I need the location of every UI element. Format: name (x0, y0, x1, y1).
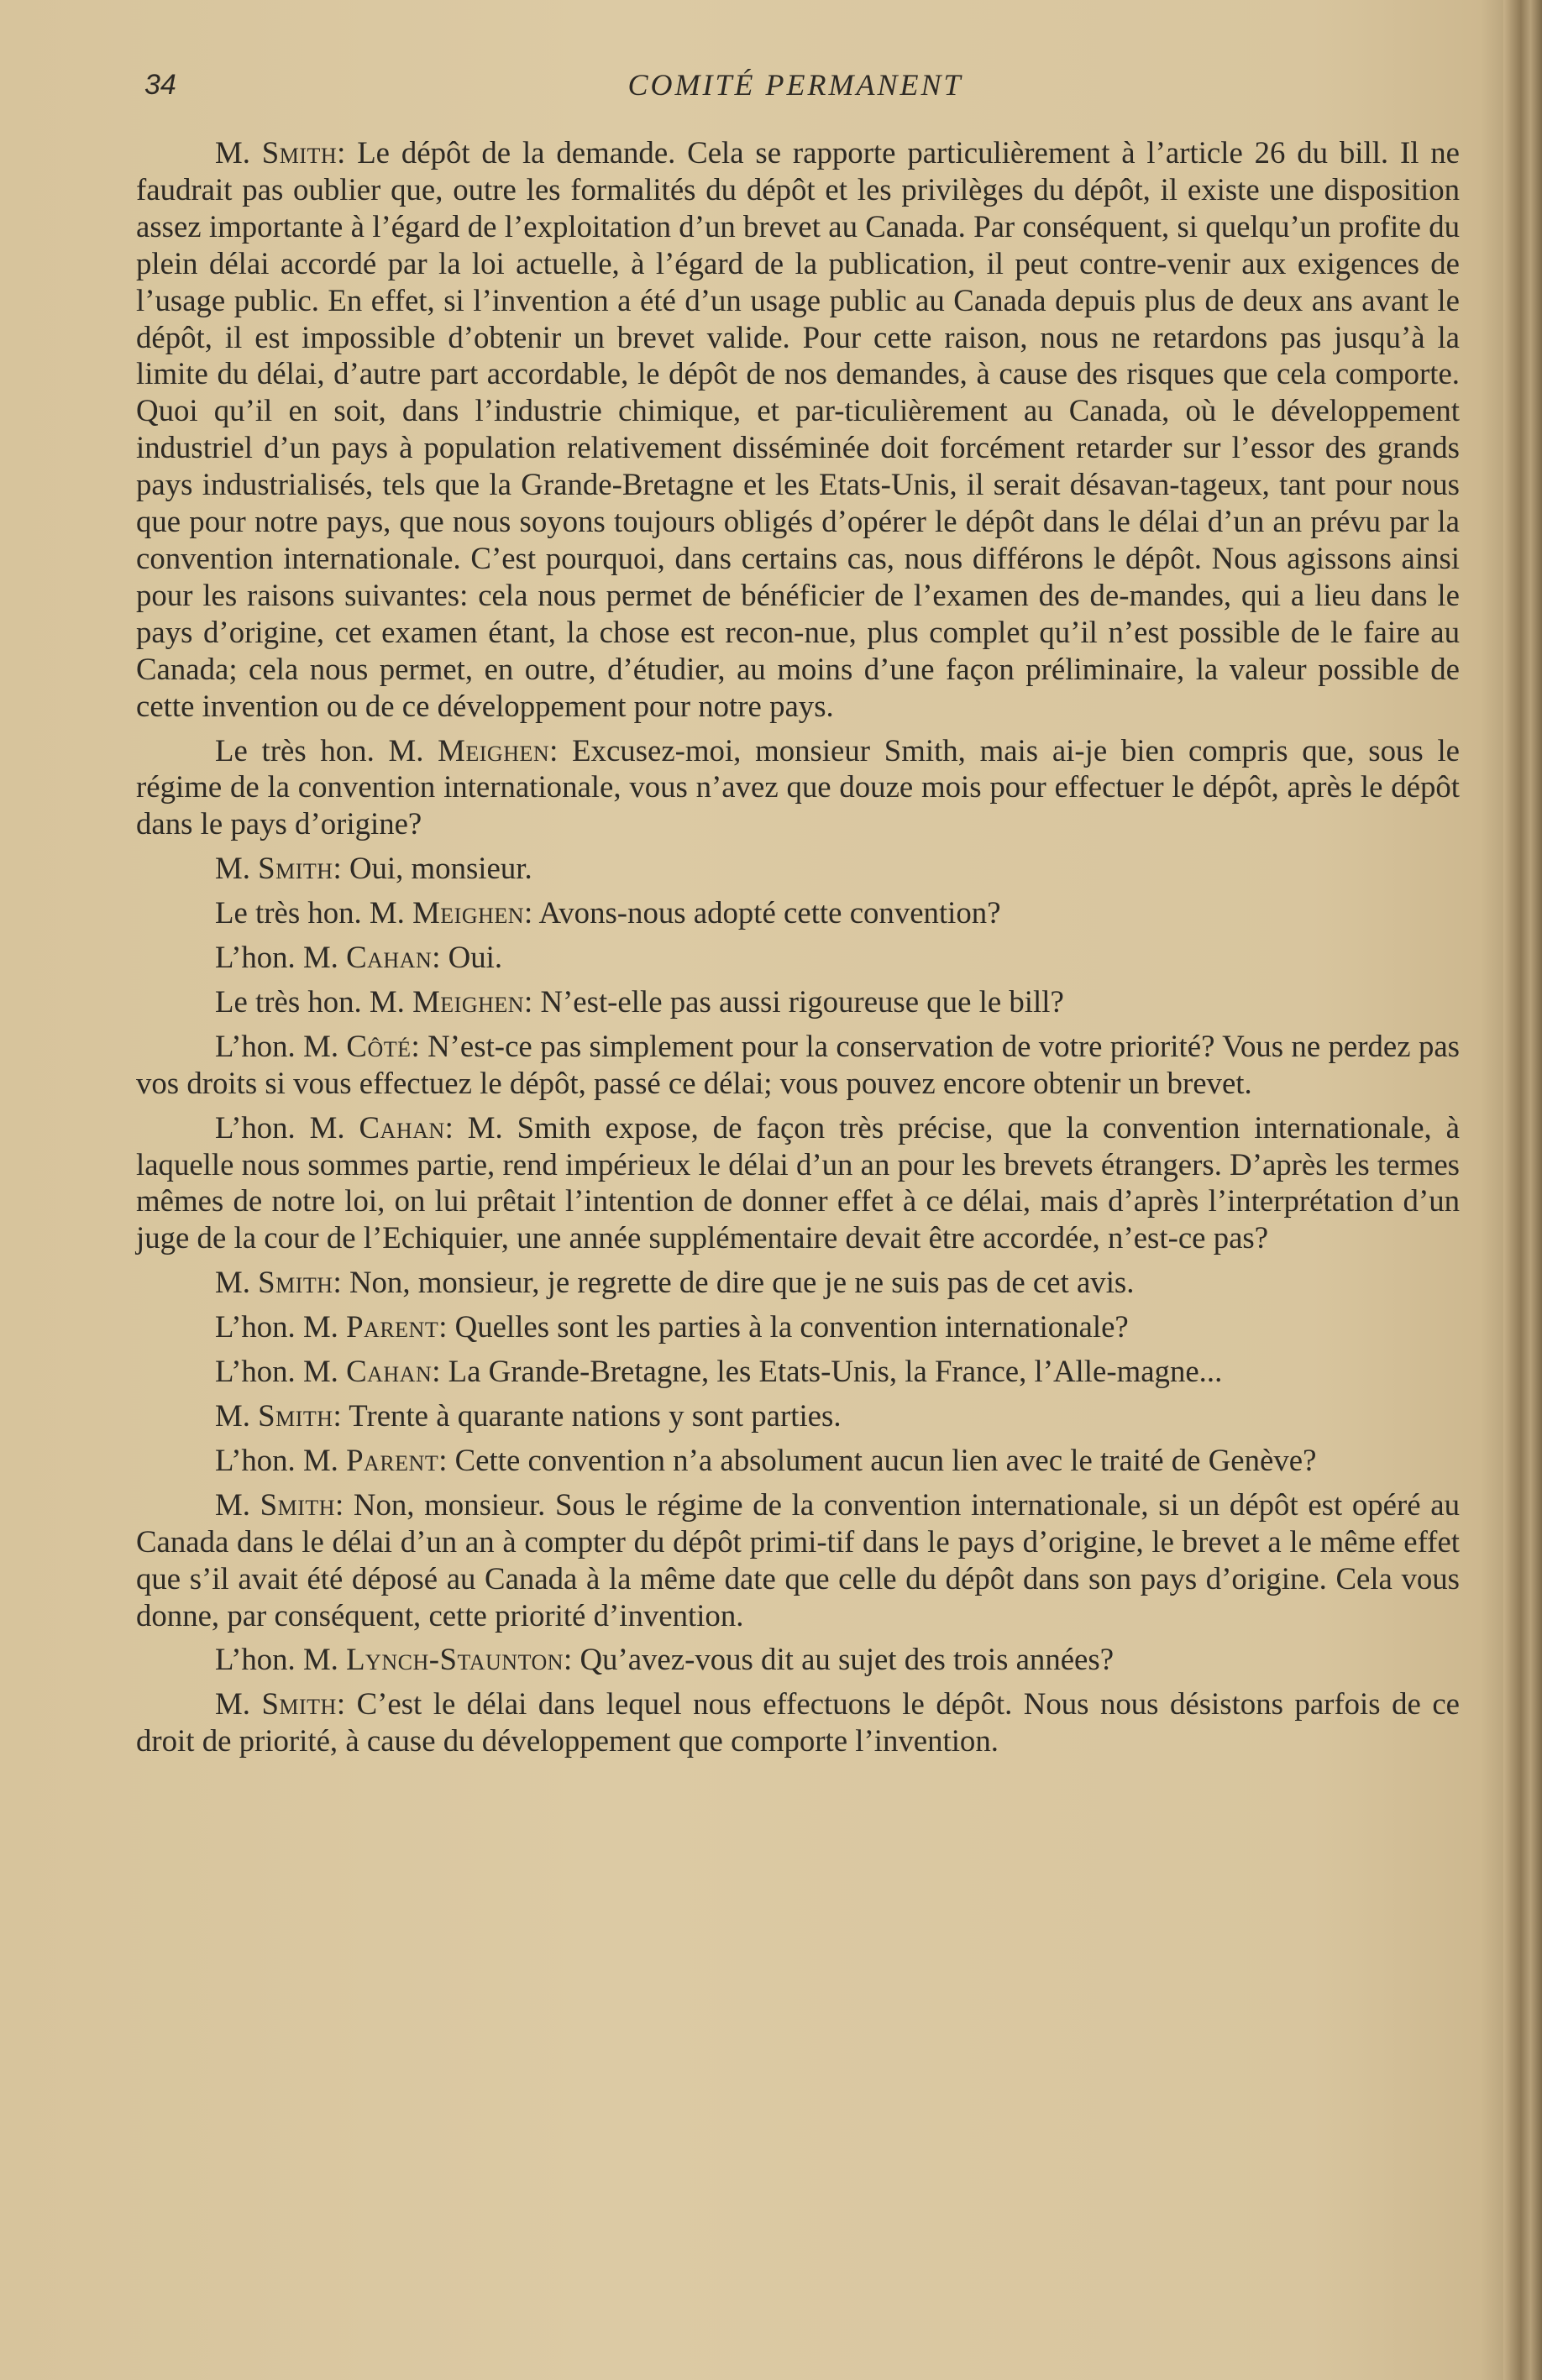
speech-text: : Le dépôt de la demande. Cela se rapporte particulièrement à l’article 26 du bill. Il ne faudrait pas oublier que, outre les formalités du dépôt et les privilèges du dépôt, il existe une disposition assez importante à l’égard de l’exploitation d’un brevet au Canada. Par conséquent, si quelqu’un profite du plein délai accordé par la loi actuelle, à l’égard de la publication, il peut contre-venir aux exigences de l’usage public. En effet, si l’invention a été d’un usage public au Canada depuis plus de deux ans avant le dépôt, il est impossible d’obtenir un brevet valide. Pour cette raison, nous ne retardons pas jusqu’à la limite du délai, d’autre part accordable, le dépôt de nos demandes, à cause des risques que cela comporte. Quoi qu’il en soit, dans l’industrie chimique, et par-ticulièrement au Canada, où le développement industriel d’un pays à population relativement disséminée doit forcément retarder sur l’essor des grands pays industrialisés, tels que la Grande-Bretagne et les Etats-Unis, il serait désavan-tageux, tant pour nous que pour notre pays, que nous soyons toujours obligés d’opérer le dépôt dans le délai d’un an prévu par la convention internationale. C’est pourquoi, dans certains cas, nous différons le dépôt. Nous agissons ainsi pour les raisons suivantes: cela nous permet de bénéficier de l’examen des de-mandes, qui a lieu dans le pays d’origine, cet examen étant, la chose est recon-nue, plus complet qu’il n’est possible de le faire au Canada; cela nous permet, en outre, d’étudier, au moins d’une façon préliminaire, la valeur possible de cette invention ou de ce développement pour notre pays. (136, 135, 1460, 723)
running-head: COMITÉ PERMANENT (627, 68, 963, 102)
speaker-name: Cahan (359, 1109, 445, 1145)
speaker-title: L’hon. M. (215, 1028, 339, 1063)
speaker-name: Smith (258, 851, 333, 886)
speaker-name: Cahan (346, 1354, 433, 1389)
speech-text: : Cette convention n’a absolument aucun lien avec le traité de Genève? (438, 1442, 1317, 1477)
paragraph-6 (136, 983, 1460, 1020)
paragraph-3 (136, 850, 1460, 887)
paragraph-5 (136, 939, 1460, 976)
paragraph-8 (136, 1109, 1460, 1257)
speaker-name: Côté (346, 1028, 412, 1063)
speech-text: : Qu’avez-vous dit au sujet des trois années? (564, 1642, 1115, 1677)
speaker-name: Smith (261, 1686, 337, 1722)
speaker-title: L’hon. M. (215, 1354, 338, 1389)
speech-text: : La Grande-Bretagne, les Etats-Unis, la France, l’Alle-magne... (432, 1354, 1223, 1389)
speaker-title: L’hon. M. (215, 1442, 338, 1477)
speaker-title: Le très hon. M. (215, 732, 424, 768)
speaker-title: L’hon. M. (215, 940, 338, 975)
page-number: 34 (144, 69, 176, 101)
speaker-name: Smith (261, 135, 338, 170)
speaker-name: Meighen (438, 732, 550, 768)
paragraph-13 (136, 1442, 1460, 1479)
speech-text: : Non, monsieur. Sous le régime de la convention internationale, si un dépôt est opéré au Canada dans le délai d’un an à compter du dépôt primi-tif dans le pays d’origine, le brevet a le même effet que s’il avait été déposé au Canada à la même date que celle du dépôt dans son pays d’origine. Cela vous donne, par conséquent, cette priorité d’invention. (136, 1486, 1461, 1633)
page-binding-edge (1503, 0, 1542, 2380)
speaker-name: Lynch-Staunton (346, 1642, 564, 1677)
paragraph-7 (136, 1028, 1460, 1102)
speaker-name: Parent (346, 1309, 439, 1345)
transcript-body (136, 134, 1460, 1767)
paragraph-15 (136, 1641, 1460, 1678)
speech-text: : Trente à quarante nations y sont parties. (333, 1398, 842, 1433)
paragraph-14 (136, 1486, 1460, 1634)
speech-text: : N’est-elle pas aussi rigoureuse que le bill? (524, 983, 1064, 1019)
speaker-title: M. (215, 1686, 250, 1722)
speaker-title: M. (215, 1486, 250, 1522)
speech-text: : Oui, monsieur. (333, 851, 532, 886)
speech-text: : M. Smith expose, de façon très précise, que la convention internationale, à laquelle nous sommes partie, rend impérieux le délai d’un an pour les brevets étrangers. D’après les termes mêmes de notre loi, on lui prêtait l’intention de donner effet à ce délai, mais d’après l’interprétation d’un juge de la cour de l’Echiquier, une année supplémentaire devait être accordée, n’est-ce pas? (136, 1109, 1460, 1256)
speaker-name: Smith (258, 1265, 333, 1300)
speaker-title: M. (215, 1265, 250, 1300)
speaker-title: M. (215, 1398, 250, 1433)
page-header (144, 66, 1446, 116)
speech-text: : Excusez-moi, monsieur Smith, mais ai-je bien compris que, sous le régime de la convention internationale, vous n’avez que douze mois pour effectuer le dépôt, après le dépôt dans le pays d’origine? (136, 732, 1461, 841)
speaker-name: Parent (346, 1442, 439, 1477)
paragraph-4 (136, 894, 1460, 931)
speaker-title: L’hon. M. (215, 1109, 345, 1145)
speaker-title: M. (215, 135, 250, 170)
paragraph-1 (136, 134, 1460, 725)
speaker-name: Smith (260, 1486, 336, 1522)
speech-text: : Non, monsieur, je regrette de dire que je ne suis pas de cet avis. (333, 1265, 1135, 1300)
speech-text: : N’est-ce pas simplement pour la conservation de votre priorité? Vous ne perdez pas vos droits si vous effectuez le dépôt, passé ce délai; vous pouvez encore obtenir un brevet. (136, 1028, 1461, 1100)
speech-text: : Avons-nous adopté cette convention? (524, 895, 1001, 931)
paragraph-16 (136, 1685, 1460, 1759)
speech-text: : Quelles sont les parties à la convention internationale? (438, 1309, 1129, 1345)
speaker-name: Cahan (346, 940, 433, 975)
speaker-title: M. (215, 851, 250, 886)
speaker-title: Le très hon. M. (215, 983, 405, 1019)
speaker-title: Le très hon. M. (215, 895, 405, 931)
speaker-name: Meighen (412, 895, 525, 931)
paragraph-2 (136, 732, 1460, 843)
speaker-title: L’hon. M. (215, 1309, 338, 1345)
speaker-title: L’hon. M. (215, 1642, 338, 1677)
speech-text: : Oui. (432, 940, 503, 975)
paragraph-12 (136, 1397, 1460, 1434)
speaker-name: Smith (258, 1398, 333, 1433)
speaker-name: Meighen (412, 983, 525, 1019)
paragraph-10 (136, 1308, 1460, 1345)
paragraph-9 (136, 1264, 1460, 1301)
paragraph-11 (136, 1353, 1460, 1390)
speech-text: : C’est le délai dans lequel nous effectuons le dépôt. Nous nous désistons parfois de ce droit de priorité, à cause du développement que comporte l’invention. (136, 1686, 1461, 1759)
